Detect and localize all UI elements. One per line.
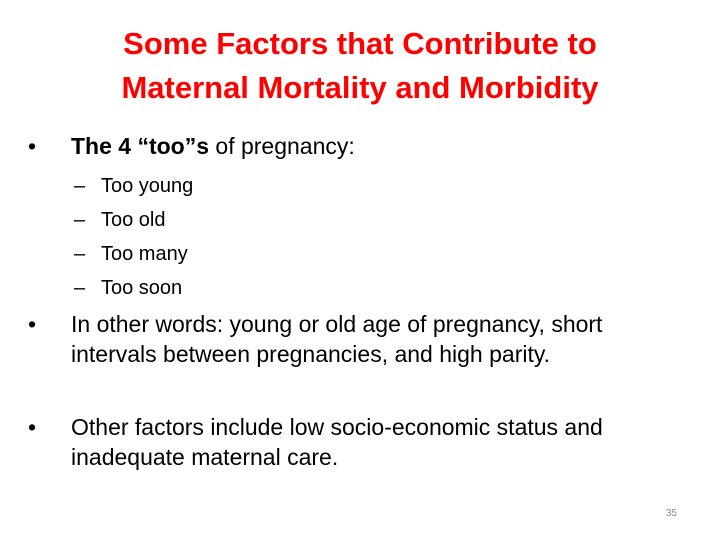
sub-item-text: Too many bbox=[101, 243, 188, 265]
bullet-text: In other words: young or old age of pregnancy, short intervals between pregnancies, and high parity. bbox=[71, 311, 603, 367]
bullet-four-toos bbox=[28, 131, 668, 161]
sub-list bbox=[74, 169, 193, 305]
bullet-rest-text: of pregnancy: bbox=[209, 133, 355, 159]
bullet-glyph: • bbox=[28, 414, 37, 440]
dash-glyph: – bbox=[74, 175, 86, 197]
sub-item-too-old bbox=[74, 203, 193, 237]
dash-glyph: – bbox=[74, 277, 86, 299]
sub-item-text: Too soon bbox=[101, 277, 183, 299]
sub-item-too-soon bbox=[74, 271, 193, 305]
bullet-in-other-words bbox=[28, 309, 668, 369]
bullet-text bbox=[28, 131, 668, 161]
title-line-2: Maternal Mortality and Morbidity bbox=[121, 70, 599, 105]
bullet-glyph: • bbox=[28, 133, 37, 159]
bullet-bold-text: The 4 “too”s bbox=[71, 133, 210, 159]
bullet-text: Other factors include low socio-economic status and inadequate maternal care. bbox=[71, 414, 603, 470]
title-line-1: Some Factors that Contribute to bbox=[123, 26, 597, 61]
page-number: 35 bbox=[665, 508, 677, 519]
sub-item-too-young bbox=[74, 169, 193, 203]
bullet-glyph: • bbox=[28, 311, 37, 337]
sub-item-too-many bbox=[74, 237, 193, 271]
bullet-other-factors bbox=[28, 412, 668, 472]
sub-item-text: Too young bbox=[101, 175, 194, 197]
dash-glyph: – bbox=[74, 209, 86, 231]
slide-title bbox=[40, 22, 680, 110]
dash-glyph: – bbox=[74, 243, 86, 265]
sub-item-text: Too old bbox=[101, 209, 166, 231]
